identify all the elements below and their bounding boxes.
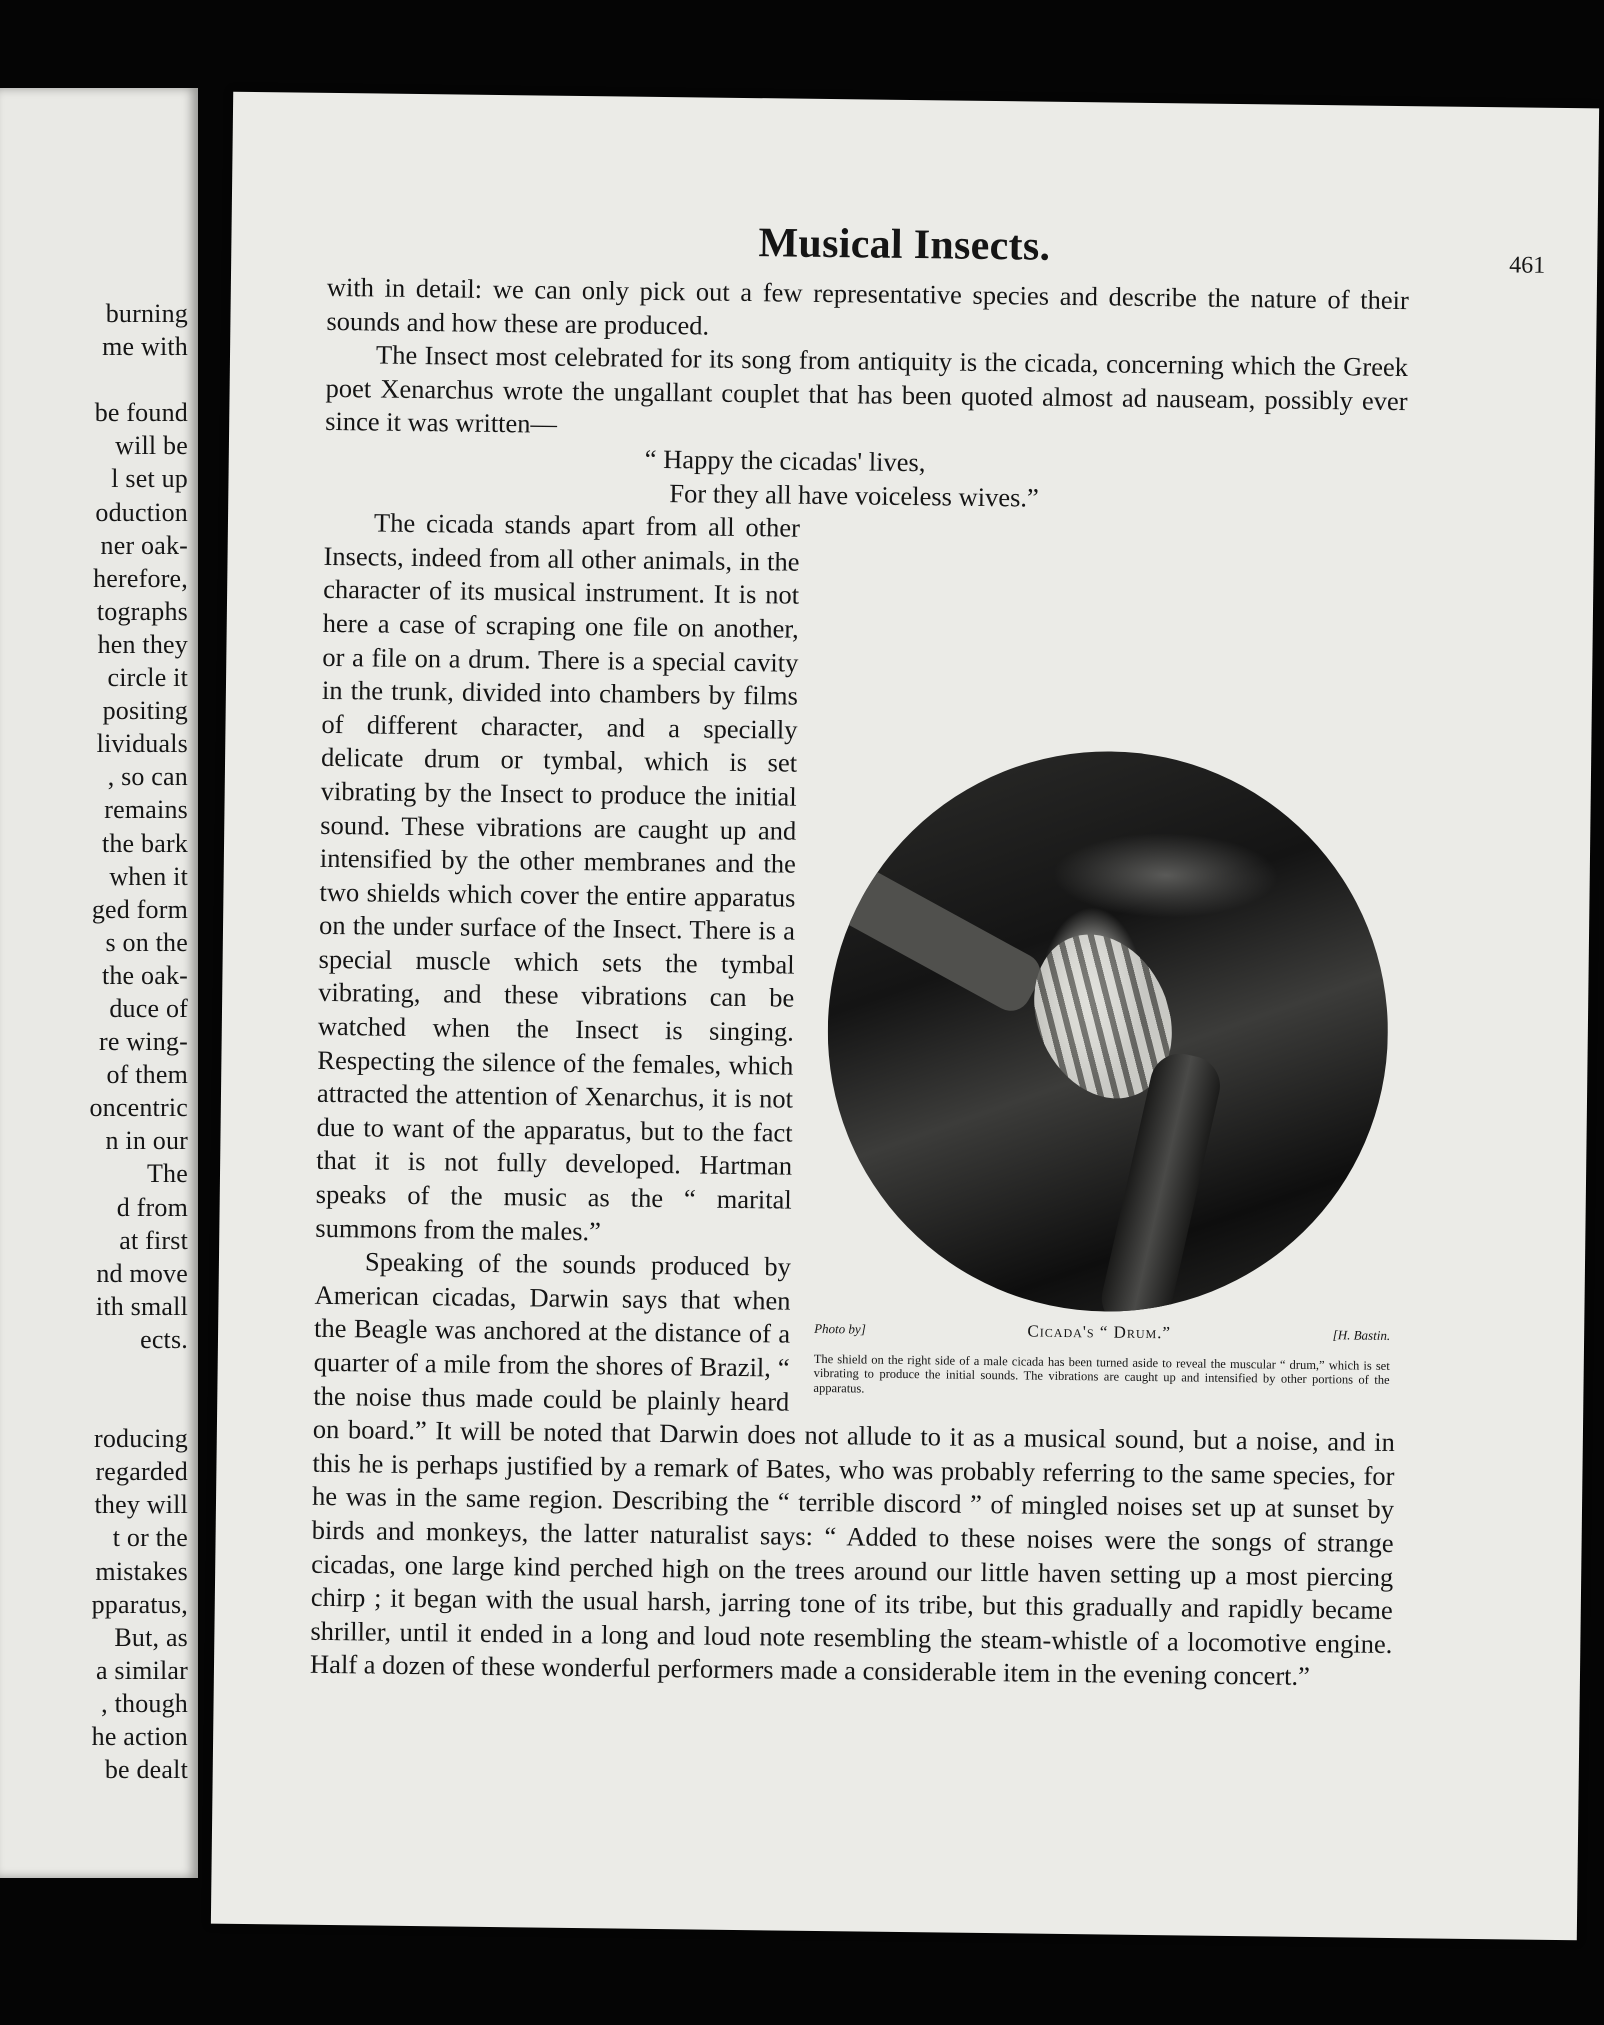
left-page-line: me with: [102, 332, 188, 362]
left-page-line: duce of: [109, 993, 188, 1023]
left-page-line: [0, 1389, 188, 1422]
paragraph-3: The cicada stands apart from all other Insects, indeed from all other animals, in the character of its musical instrument. It is not here a case of scraping one file on another, or a file on a drum. There is a special cavity in the trunk, divided into chambers by films of different character, and a specially delicate drum or tymbal, which is set vibrating by the Insect to produce the initial sound. These vibrations are caught up and intensified by the other membranes and the two shields which cover the entire apparatus on the under surface of the Insect. There is a special muscle which sets the tymbal vibrating, and these vibrations can be watched when the Insect is singing. Respecting the silence of the females, which attracted the attention of Xenarchus, it is not due to want of the apparatus, but to the fact that it is not fully developed. Hartman speaks of the music as the “ marital summons from the males.”: [315, 507, 801, 1246]
left-page-line: they will: [94, 1490, 188, 1520]
left-page-line: l set up: [111, 464, 188, 494]
left-page-line: ects.: [140, 1324, 188, 1354]
cicada-figure: [803, 748, 1403, 1402]
article-body: [310, 271, 1409, 1695]
photographer-credit: [H. Bastin.: [1332, 1327, 1391, 1344]
left-page-line: be dealt: [104, 1755, 188, 1785]
left-page-line: burning: [105, 299, 188, 328]
paragraph-4: Speaking of the sounds produced by American cicadas, Darwin says that when the Beagle was anchored at the distance of a quarter of a mile from the shores of Brazil, “ the noise thus made could be plainly heard on board.” It will be noted that Darwin does not allude to it as a musical sound, but a noise, and in this he is perhaps justified by a remark of Bates, who was probably referring to the same species, for he was in the same region. Describing the “ terrible discord ” of mingled noises set up at sunset by birds and monkeys, the latter naturalist says: “ Added to these noises were the songs of strange cicadas, one large kind perched high on the trees around our little haven setting up a most piercing chirp ; it began with the usual harsh, jarring tone of its tribe, but this gradually and rapidly became shriller, until it ended in a long and loud note resembling the steam-whistle of a locomotive engine. Half a dozen of these wonderful performers made a considerable item in the evening concert.”: [309, 1246, 1396, 1692]
left-page-line: of them: [106, 1060, 188, 1090]
left-page-line: circle it: [107, 663, 188, 693]
left-page-line: herefore,: [93, 563, 188, 593]
book-page: [211, 92, 1599, 1941]
left-page-line: d from: [116, 1192, 188, 1222]
left-page-line: But, as: [114, 1622, 188, 1652]
verse-line-2: For they all have voiceless wives.”: [669, 477, 1039, 513]
cicada-photo: [824, 748, 1391, 1315]
left-page-line: , so can: [107, 762, 188, 792]
left-page-line: be found: [94, 398, 188, 428]
left-page-line: regarded: [95, 1457, 188, 1487]
left-page-line: hen they: [97, 629, 188, 659]
caption-title: Cicada's “ Drum.”: [1027, 1321, 1172, 1343]
left-page-line: the oak-: [101, 960, 188, 990]
left-page-line: re wing-: [99, 1027, 188, 1057]
left-page-line: ith small: [95, 1291, 188, 1321]
left-page-line: he action: [91, 1722, 188, 1752]
page-title: Musical Insects.: [758, 220, 1051, 270]
page-number: 461: [1509, 252, 1546, 279]
left-page-line: pparatus,: [91, 1589, 188, 1619]
left-page-line: at first: [119, 1225, 188, 1255]
left-page-line: oduction: [95, 497, 188, 527]
left-page-line: nd move: [96, 1258, 188, 1288]
left-page-line: The: [146, 1159, 188, 1189]
left-page-line: [0, 363, 188, 396]
paragraph-2: The Insect most celebrated for its song from antiquity is the cicada, concerning which the Greek poet Xenarchus wrote the ungallant couplet that has been quoted almost ad nauseam, possibly ever since it was written—: [325, 339, 1409, 440]
photo-detail-band: [824, 841, 1047, 1018]
figure-caption: The shield on the right side of a male cicada has been turned aside to reveal the muscular “ drum,” which is set vibrating to produce the initial sounds. The vibrations are caught up and intensified by other portions of the apparatus.: [813, 1351, 1390, 1396]
left-adjacent-page: [0, 88, 198, 1878]
left-page-line: ner oak-: [100, 530, 188, 560]
left-page-line: remains: [104, 795, 188, 825]
photo-credit-label: Photo by]: [814, 1321, 866, 1337]
left-page-line: will be: [115, 431, 188, 461]
left-page-line: n in our: [105, 1126, 188, 1156]
left-page-line: ged form: [91, 894, 188, 924]
left-page-line: lividuals: [96, 729, 188, 759]
left-page-line: mistakes: [95, 1556, 188, 1586]
verse-line-1: “ Happy the cicadas' lives,: [644, 443, 926, 478]
left-page-line: [0, 1356, 188, 1389]
left-page-line: when it: [109, 861, 188, 891]
figure-credit-row: [804, 1312, 1396, 1353]
left-page-line: roducing: [93, 1424, 188, 1454]
left-page-line: a similar: [95, 1655, 188, 1685]
left-page-line: s on the: [105, 927, 188, 957]
left-page-line: the bark: [101, 828, 188, 858]
left-page-text: [0, 297, 188, 1786]
left-page-line: tographs: [96, 596, 188, 626]
left-page-line: positing: [102, 696, 188, 726]
left-page-line: , though: [101, 1688, 188, 1718]
left-page-line: t or the: [112, 1523, 188, 1553]
left-page-line: oncentric: [89, 1093, 188, 1123]
paragraph-1: with in detail: we can only pick out a few representative species and describe the nature of their sounds and how these are produced.: [326, 271, 1409, 341]
